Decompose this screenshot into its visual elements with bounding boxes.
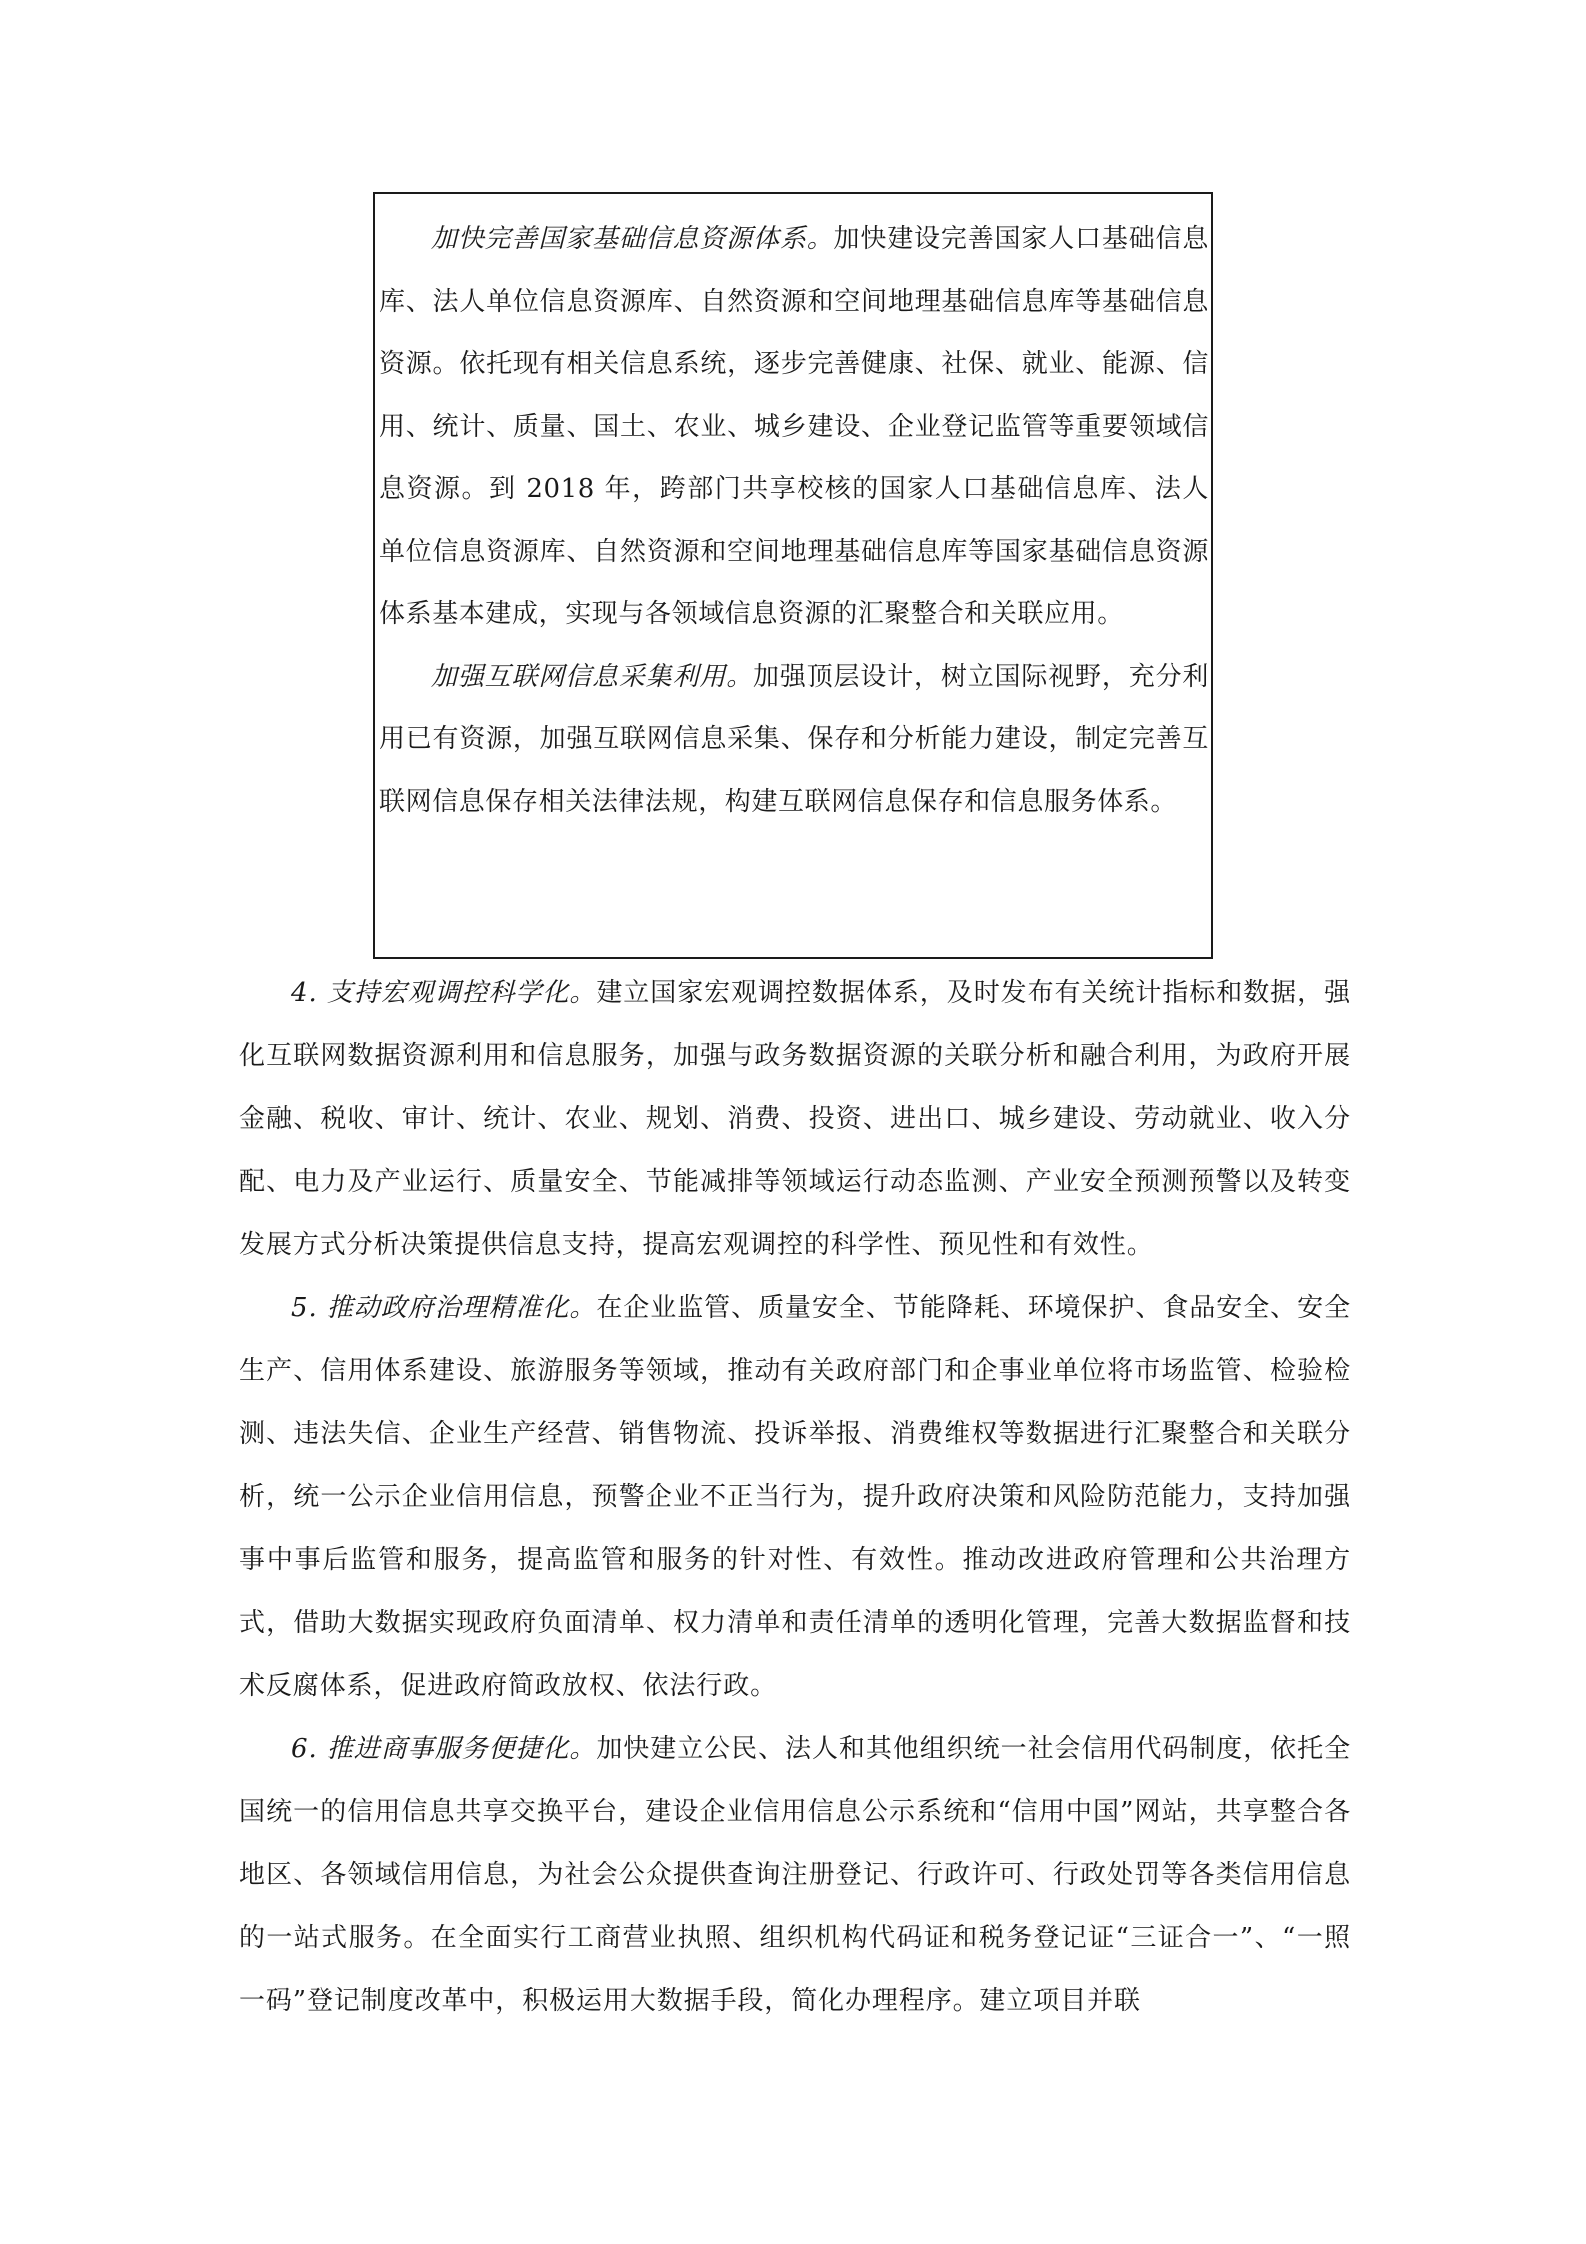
paragraph-text: 加快建设完善国家人口基础信息库、法人单位信息资源库、自然资源和空间地理基础信息库等基础信息资源。依托现有相关信息系统，逐步完善健康、社保、就业、能源、信用、统计、质量、国土、农业、城乡建设、企业登记监管等重要领域信息资源。到 2018 年，跨部门共享校核的国家人口基础信息库、法人单位信息资源库、自然资源和空间地理基础信息库等国家基础信息资源体系基本建成，实现与各领域信息资源的汇聚整合和关联应用。 <box>379 224 1209 629</box>
boxed-sidebar-panel <box>373 192 1213 959</box>
box-paragraph-internet-info-collection <box>379 646 1209 834</box>
paragraph-lead: 4. 支持宏观调控科学化。 <box>291 978 597 1008</box>
paragraph-lead: 加快完善国家基础信息资源体系。 <box>431 224 834 254</box>
box-paragraph-basic-info-resources <box>379 208 1209 646</box>
paragraph-lead: 5. 推动政府治理精准化。 <box>291 1293 597 1323</box>
paragraph-lead: 6. 推进商事服务便捷化。 <box>291 1734 597 1764</box>
body-text <box>239 962 1351 2033</box>
paragraph-text: 加强顶层设计，树立国际视野，充分利用已有资源，加强互联网信息采集、保存和分析能力建设，制定完善互联网信息保存相关法律法规，构建互联网信息保存和信息服务体系。 <box>379 661 1209 817</box>
paragraph-macro-control <box>239 962 1351 1277</box>
paragraph-government-governance <box>239 1277 1351 1718</box>
paragraph-lead: 加强互联网信息采集利用。 <box>431 661 754 692</box>
paragraph-text: 在企业监管、质量安全、节能降耗、环境保护、食品安全、安全生产、信用体系建设、旅游服务等领域，推动有关政府部门和企事业单位将市场监管、检验检测、违法失信、企业生产经营、销售物流、投诉举报、消费维权等数据进行汇聚整合和关联分析，统一公示企业信用信息，预警企业不正当行为，提升政府决策和风险防范能力，支持加强事中事后监管和服务，提高监管和服务的针对性、有效性。推动改进政府管理和公共治理方式，借助大数据实现政府负面清单、权力清单和责任清单的透明化管理，完善大数据监督和技术反腐体系，促进政府简政放权、依法行政。 <box>239 1293 1351 1701</box>
paragraph-text: 建立国家宏观调控数据体系，及时发布有关统计指标和数据，强化互联网数据资源利用和信息服务，加强与政务数据资源的关联分析和融合利用，为政府开展金融、税收、审计、统计、农业、规划、消费、投资、进出口、城乡建设、劳动就业、收入分配、电力及产业运行、质量安全、节能减排等领域运行动态监测、产业安全预测预警以及转变发展方式分析决策提供信息支持，提高宏观调控的科学性、预见性和有效性。 <box>239 978 1351 1260</box>
paragraph-business-services <box>239 1718 1351 2033</box>
paragraph-text: 加快建立公民、法人和其他组织统一社会信用代码制度，依托全国统一的信用信息共享交换平台，建设企业信用信息公示系统和“信用中国”网站，共享整合各地区、各领域信用信息，为社会公众提供查询注册登记、行政许可、行政处罚等各类信用信息的一站式服务。在全面实行工商营业执照、组织机构代码证和税务登记证“三证合一”、“一照一码”登记制度改革中，积极运用大数据手段，简化办理程序。建立项目并联 <box>239 1734 1351 2016</box>
